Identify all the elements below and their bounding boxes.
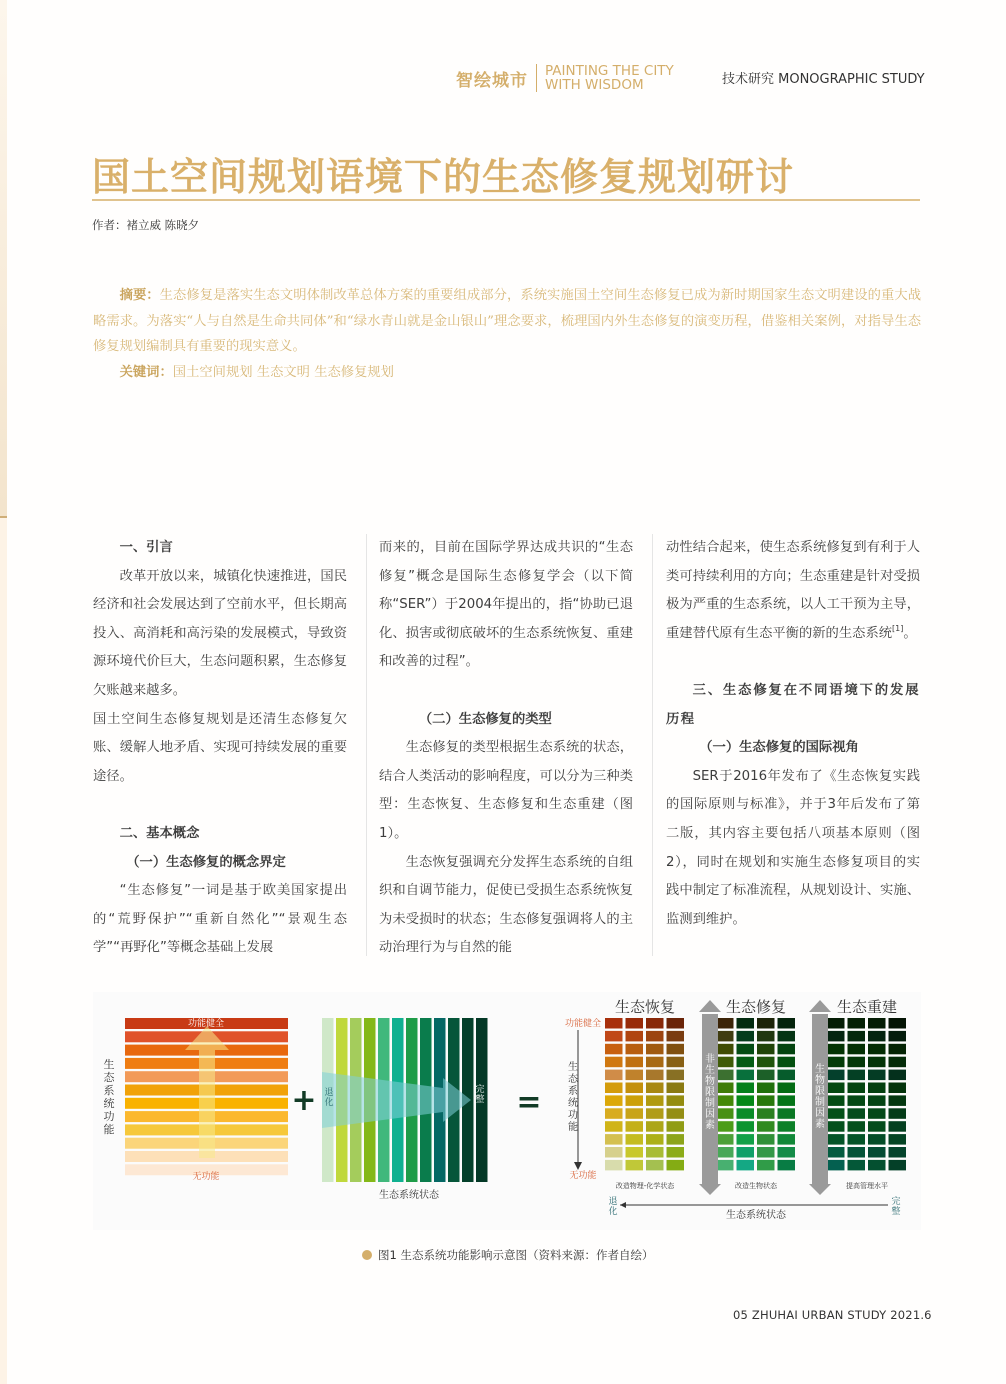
grid-cell bbox=[848, 1018, 866, 1029]
grid-cell bbox=[778, 1134, 796, 1145]
svg-text:制: 制 bbox=[705, 1098, 715, 1109]
grid-cell bbox=[667, 1057, 685, 1068]
grid-cell bbox=[889, 1095, 907, 1106]
up-arrow-icon bbox=[699, 1000, 721, 1012]
grid-cell bbox=[778, 1057, 796, 1068]
paragraph: 动性结合起来，使生态系统修复到有利于人类可持续利用的方向；生态重建是针对受损极为严重的生态系统，以人工干预为主导，重建替代原有生态平衡的新的生态系统[1]。 bbox=[666, 540, 920, 641]
svg-text:能: 能 bbox=[103, 1123, 115, 1136]
grid-cell bbox=[667, 1031, 685, 1042]
grid-cell bbox=[716, 1147, 734, 1158]
grid-cell bbox=[667, 1044, 685, 1055]
grid-cell bbox=[646, 1095, 664, 1106]
grid-cell bbox=[737, 1108, 755, 1119]
grid-cell bbox=[778, 1121, 796, 1132]
bottom-label: 无功能 bbox=[569, 1171, 597, 1181]
grid-cell bbox=[868, 1018, 886, 1029]
grid-cell bbox=[848, 1031, 866, 1042]
grid-cell bbox=[889, 1044, 907, 1055]
grid-cell bbox=[667, 1121, 685, 1132]
caption-text: 图1 生态系统功能影响示意图（资料来源：作者自绘） bbox=[378, 1248, 654, 1262]
svg-text:系: 系 bbox=[568, 1086, 578, 1097]
svg-text:素: 素 bbox=[705, 1120, 715, 1131]
grid-cell bbox=[716, 1095, 734, 1106]
paragraph: 而来的，目前在国际学界达成共识的“生态修复”概念是国际生态修复学会（以下简称“SER”）于2004年提出的，指“协助已退化、损害或彻底破坏的生态系统恢复、重建和改善的过程”。 bbox=[379, 540, 633, 670]
grid-cell bbox=[626, 1134, 644, 1145]
grid-cell bbox=[626, 1018, 644, 1029]
grid-cell bbox=[778, 1018, 796, 1029]
svg-text:化: 化 bbox=[608, 1207, 618, 1217]
column-divider bbox=[366, 534, 367, 956]
grid-cell bbox=[716, 1031, 734, 1042]
grid-cell bbox=[778, 1031, 796, 1042]
authors: 作者：褚立威 陈晓夕 bbox=[92, 218, 200, 232]
right-y-axis-label bbox=[568, 1060, 579, 1133]
grid-cell bbox=[757, 1108, 775, 1119]
citation[interactable]: [1] bbox=[892, 623, 904, 633]
grid-cell bbox=[778, 1095, 796, 1106]
grid-cell bbox=[646, 1160, 664, 1171]
grid-cell bbox=[626, 1095, 644, 1106]
group-title: 生态恢复 bbox=[614, 998, 676, 1016]
grid-cell bbox=[626, 1044, 644, 1055]
grid-cell bbox=[889, 1108, 907, 1119]
down-arrow-icon bbox=[574, 1162, 582, 1170]
keywords-text: 国土空间规划 生态文明 生态修复规划 bbox=[172, 364, 394, 380]
grid-cell bbox=[646, 1070, 664, 1081]
subsection-heading: （一）生态修复的国际视角 bbox=[699, 740, 859, 756]
grid-cell bbox=[778, 1044, 796, 1055]
grid-cell bbox=[757, 1018, 775, 1029]
grid-cell bbox=[827, 1147, 845, 1158]
section-heading: 三、生态修复在不同语境下的发展历程 bbox=[666, 682, 920, 727]
grid-cell bbox=[889, 1057, 907, 1068]
column-divider bbox=[652, 534, 653, 956]
page-spine-upper bbox=[0, 0, 7, 517]
grid-cell bbox=[605, 1134, 623, 1145]
grid-cell bbox=[626, 1031, 644, 1042]
grid-cell bbox=[827, 1160, 845, 1171]
grid-cell bbox=[605, 1070, 623, 1081]
body-column-2 bbox=[379, 534, 633, 963]
group-note: 改造生物状态 bbox=[735, 1182, 777, 1190]
svg-text:能: 能 bbox=[568, 1122, 578, 1133]
group-note: 改造物理-化学状态 bbox=[615, 1182, 675, 1190]
grid-cell bbox=[848, 1134, 866, 1145]
section-label: 技术研究 MONOGRAPHIC STUDY bbox=[722, 72, 925, 87]
paragraph: 改革开放以来，城镇化快速推进，国民经济和社会发展达到了空前水平，但长期高投入、高消耗和高污染的发展模式，导致资源环境代价巨大，生态问题积累，生态修复欠账越来越多。 bbox=[93, 568, 347, 698]
right-label bbox=[475, 1083, 484, 1105]
paragraph: SER于2016年发布了《生态恢复实践的国际原则与标准》，并于3年后发布了第二版，其内容主要包括八项基本原则（图2），同时在规划和实施生态修复项目的实践中制定了标准流程，从规划设计、实施、监测到维护。 bbox=[666, 768, 920, 927]
svg-text:退: 退 bbox=[608, 1197, 618, 1207]
svg-text:生: 生 bbox=[568, 1062, 578, 1073]
left-label bbox=[608, 1196, 617, 1217]
grid-cell bbox=[626, 1057, 644, 1068]
brand-divider bbox=[536, 64, 537, 92]
grid-cell bbox=[757, 1070, 775, 1081]
svg-text:退: 退 bbox=[324, 1088, 334, 1098]
grid-cell bbox=[716, 1121, 734, 1132]
grid-cell bbox=[848, 1095, 866, 1106]
grid-cell bbox=[848, 1044, 866, 1055]
section-heading: 一、引言 bbox=[119, 540, 173, 555]
grid-cell bbox=[605, 1095, 623, 1106]
svg-text:完: 完 bbox=[475, 1085, 485, 1095]
grid-cell bbox=[667, 1134, 685, 1145]
grid-cell bbox=[626, 1160, 644, 1171]
grid-cell bbox=[737, 1031, 755, 1042]
caption-bullet-icon bbox=[362, 1250, 372, 1260]
grid-cell bbox=[778, 1070, 796, 1081]
grid-cell bbox=[646, 1121, 664, 1132]
grid-cell bbox=[848, 1083, 866, 1094]
separator-label bbox=[815, 1062, 825, 1130]
grid-cell bbox=[889, 1160, 907, 1171]
grid-cell bbox=[868, 1031, 886, 1042]
grid-cell bbox=[626, 1147, 644, 1158]
grid-cell bbox=[848, 1147, 866, 1158]
grid-cell bbox=[868, 1070, 886, 1081]
equals-icon: = bbox=[516, 1085, 542, 1120]
svg-text:非: 非 bbox=[705, 1054, 715, 1065]
svg-text:制: 制 bbox=[815, 1097, 825, 1108]
grid-cell bbox=[778, 1160, 796, 1171]
grid-cell bbox=[848, 1160, 866, 1171]
svg-text:功: 功 bbox=[568, 1110, 578, 1121]
right-x-axis-label: 生态系统状态 bbox=[726, 1210, 786, 1221]
abstract-label: 摘要： bbox=[119, 288, 160, 303]
grid-cell bbox=[646, 1083, 664, 1094]
grid-cell bbox=[626, 1070, 644, 1081]
grid-cell bbox=[667, 1108, 685, 1119]
svg-text:素: 素 bbox=[815, 1119, 825, 1130]
grid-cell bbox=[667, 1083, 685, 1094]
body-column-1 bbox=[93, 534, 347, 963]
grid-cell bbox=[868, 1121, 886, 1132]
abstract-block bbox=[93, 283, 921, 385]
grid-cell bbox=[737, 1083, 755, 1094]
svg-text:限: 限 bbox=[705, 1087, 715, 1098]
grid-cell bbox=[868, 1057, 886, 1068]
grid-cell bbox=[778, 1083, 796, 1094]
brand-en bbox=[545, 64, 674, 92]
up-arrow-icon bbox=[809, 1000, 831, 1012]
grid-cell bbox=[827, 1057, 845, 1068]
grid-cell bbox=[827, 1044, 845, 1055]
grid-cell bbox=[605, 1160, 623, 1171]
grid-cell bbox=[757, 1057, 775, 1068]
svg-text:整: 整 bbox=[891, 1207, 901, 1217]
grid-cell bbox=[716, 1044, 734, 1055]
top-label: 功能健全 bbox=[187, 1019, 225, 1029]
figure-diagram bbox=[93, 992, 921, 1230]
grid-cell bbox=[778, 1108, 796, 1119]
paragraph: 生态修复的类型根据生态系统的状态，结合人类活动的影响程度，可以分为三种类型：生态恢复、生态修复和生态重建（图1）。 bbox=[379, 740, 633, 841]
grid-cell bbox=[827, 1134, 845, 1145]
journal-brand bbox=[456, 62, 674, 94]
grid-cell bbox=[737, 1070, 755, 1081]
middle-x-axis-label: 生态系统状态 bbox=[379, 1190, 439, 1201]
grid-cell bbox=[605, 1018, 623, 1029]
grid-cell bbox=[626, 1083, 644, 1094]
grid-cell bbox=[716, 1070, 734, 1081]
grid-cell bbox=[868, 1108, 886, 1119]
abstract-text: 生态修复是落实生态文明体制改革总体方案的重要组成部分，系统实施国土空间生态修复已成为新时期国家生态文明建设的重大战略需求。为落实“人与自然是生命共同体”和“绿水青山就是金山银山”理念要求，梳理国内外生态修复的演变历程，借鉴相关案例，对指导生态修复规划编制具有重要的现实意义。 bbox=[93, 288, 922, 354]
down-arrow-icon bbox=[809, 1184, 831, 1195]
grid-cell bbox=[605, 1031, 623, 1042]
svg-text:生: 生 bbox=[705, 1065, 715, 1076]
page-footer: 05 ZHUHAI URBAN STUDY 2021.6 bbox=[733, 1308, 932, 1322]
grid-cell bbox=[778, 1147, 796, 1158]
grid-cell bbox=[667, 1095, 685, 1106]
grid-cell bbox=[667, 1160, 685, 1171]
svg-text:完: 完 bbox=[891, 1197, 901, 1207]
grid-cell bbox=[716, 1083, 734, 1094]
grid-cell bbox=[848, 1070, 866, 1081]
svg-text:化: 化 bbox=[324, 1098, 334, 1108]
svg-text:功: 功 bbox=[103, 1110, 115, 1123]
grid-cell bbox=[868, 1083, 886, 1094]
left-arrow-icon bbox=[620, 1202, 626, 1208]
grid-cell bbox=[737, 1147, 755, 1158]
figure-1 bbox=[93, 992, 921, 1230]
grid-cell bbox=[626, 1121, 644, 1132]
grid-cell bbox=[827, 1018, 845, 1029]
brand-cn: 智绘城市 bbox=[456, 70, 528, 91]
paragraph: “生态修复”一词是基于欧美国家提出的“荒野保护”“重新自然化”“景观生态学”“再野化”等概念基础上发展 bbox=[93, 883, 347, 956]
grid-cell bbox=[848, 1121, 866, 1132]
grid-cell bbox=[646, 1057, 664, 1068]
grid-cell bbox=[889, 1018, 907, 1029]
grid-cell bbox=[757, 1044, 775, 1055]
brand-en-line2: WITH WISDOM bbox=[545, 77, 644, 93]
grid-cell bbox=[646, 1018, 664, 1029]
title-rule bbox=[92, 199, 920, 201]
bottom-label: 无功能 bbox=[192, 1172, 220, 1182]
grid-cell bbox=[605, 1147, 623, 1158]
grid-cell bbox=[889, 1147, 907, 1158]
grid-cell bbox=[716, 1160, 734, 1171]
body-column-3 bbox=[666, 534, 920, 934]
grid-cell bbox=[605, 1108, 623, 1119]
svg-text:因: 因 bbox=[705, 1109, 715, 1120]
brand-en-line1: PAINTING THE CITY bbox=[545, 63, 674, 79]
separator-label bbox=[705, 1052, 715, 1131]
group-title: 生态修复 bbox=[725, 998, 787, 1016]
grid-cell bbox=[605, 1057, 623, 1068]
grid-cell bbox=[646, 1147, 664, 1158]
page-spine-rule bbox=[0, 516, 7, 518]
left-label bbox=[324, 1087, 333, 1108]
grid-cell bbox=[868, 1147, 886, 1158]
grid-cell bbox=[827, 1070, 845, 1081]
svg-text:物: 物 bbox=[705, 1076, 715, 1087]
svg-text:系: 系 bbox=[103, 1084, 115, 1097]
grid-cell bbox=[716, 1057, 734, 1068]
grid-cell bbox=[827, 1083, 845, 1094]
grid-cell bbox=[605, 1121, 623, 1132]
svg-text:因: 因 bbox=[815, 1108, 825, 1119]
keywords bbox=[93, 360, 921, 386]
group-title: 生态重建 bbox=[836, 998, 898, 1016]
grid-cell bbox=[605, 1044, 623, 1055]
grid-cell bbox=[868, 1044, 886, 1055]
abstract bbox=[93, 283, 921, 360]
grid-cell bbox=[848, 1108, 866, 1119]
grid-cell bbox=[716, 1018, 734, 1029]
grid-cell bbox=[737, 1121, 755, 1132]
svg-text:物: 物 bbox=[815, 1075, 825, 1086]
figure-caption bbox=[362, 1247, 653, 1263]
grid-cell bbox=[737, 1044, 755, 1055]
svg-text:生: 生 bbox=[815, 1064, 825, 1075]
grid-cell bbox=[827, 1095, 845, 1106]
grid-cell bbox=[827, 1108, 845, 1119]
group-note: 提高管理水平 bbox=[846, 1182, 888, 1190]
svg-text:生: 生 bbox=[103, 1058, 115, 1071]
plus-icon: + bbox=[291, 1083, 317, 1118]
grid-cell bbox=[646, 1134, 664, 1145]
grid-cell bbox=[737, 1018, 755, 1029]
grid-cell bbox=[667, 1018, 685, 1029]
grid-cell bbox=[646, 1044, 664, 1055]
article-title: 国土空间规划语境下的生态修复规划研讨 bbox=[92, 155, 795, 199]
grid-cell bbox=[737, 1095, 755, 1106]
svg-text:整: 整 bbox=[475, 1095, 485, 1105]
paragraph: 生态恢复强调充分发挥生态系统的自组织和自调节能力，促使已受损生态系统恢复为未受损时的状态；生态修复强调将人的主动治理行为与自然的能 bbox=[379, 854, 633, 956]
right-label bbox=[891, 1195, 900, 1217]
grid-cell bbox=[757, 1083, 775, 1094]
grid-cell bbox=[889, 1031, 907, 1042]
grid-cell bbox=[737, 1057, 755, 1068]
grid-cell bbox=[646, 1108, 664, 1119]
grid-cell bbox=[757, 1134, 775, 1145]
grid-cell bbox=[827, 1121, 845, 1132]
section-heading: 二、基本概念 bbox=[119, 825, 200, 841]
grid-cell bbox=[889, 1070, 907, 1081]
grid-cell bbox=[605, 1083, 623, 1094]
svg-text:态: 态 bbox=[568, 1074, 578, 1085]
grid-cell bbox=[667, 1147, 685, 1158]
grid-cell bbox=[737, 1134, 755, 1145]
grid-cell bbox=[889, 1083, 907, 1094]
grid-cell bbox=[889, 1121, 907, 1132]
grid-cell bbox=[827, 1031, 845, 1042]
svg-text:统: 统 bbox=[103, 1097, 115, 1110]
grid-cell bbox=[667, 1070, 685, 1081]
grid-cell bbox=[868, 1095, 886, 1106]
grid-cell bbox=[646, 1031, 664, 1042]
paragraph: 国土空间生态修复规划是还清生态修复欠账、缓解人地矛盾、实现可持续发展的重要途径。 bbox=[93, 711, 347, 784]
grid-cell bbox=[848, 1057, 866, 1068]
top-label: 功能健全 bbox=[564, 1019, 602, 1029]
subsection-heading: （二）生态修复的类型 bbox=[418, 711, 552, 727]
grid-cell bbox=[757, 1095, 775, 1106]
keywords-label: 关键词： bbox=[119, 364, 173, 380]
grid-cell bbox=[889, 1134, 907, 1145]
grid-cell bbox=[737, 1160, 755, 1171]
grid-cell bbox=[868, 1134, 886, 1145]
down-arrow-icon bbox=[699, 1184, 721, 1195]
svg-text:限: 限 bbox=[815, 1086, 825, 1097]
svg-text:统: 统 bbox=[568, 1098, 578, 1109]
grid-cell bbox=[757, 1147, 775, 1158]
grid-cell bbox=[868, 1160, 886, 1171]
grid-cell bbox=[626, 1108, 644, 1119]
grid-cell bbox=[757, 1031, 775, 1042]
left-y-axis-label bbox=[104, 1057, 116, 1136]
grid-cell bbox=[757, 1160, 775, 1171]
grid-cell bbox=[757, 1121, 775, 1132]
grid-cell bbox=[716, 1108, 734, 1119]
subsection-heading: （一）生态修复的概念界定 bbox=[126, 854, 286, 870]
grid-cell bbox=[716, 1134, 734, 1145]
svg-text:态: 态 bbox=[103, 1071, 115, 1084]
